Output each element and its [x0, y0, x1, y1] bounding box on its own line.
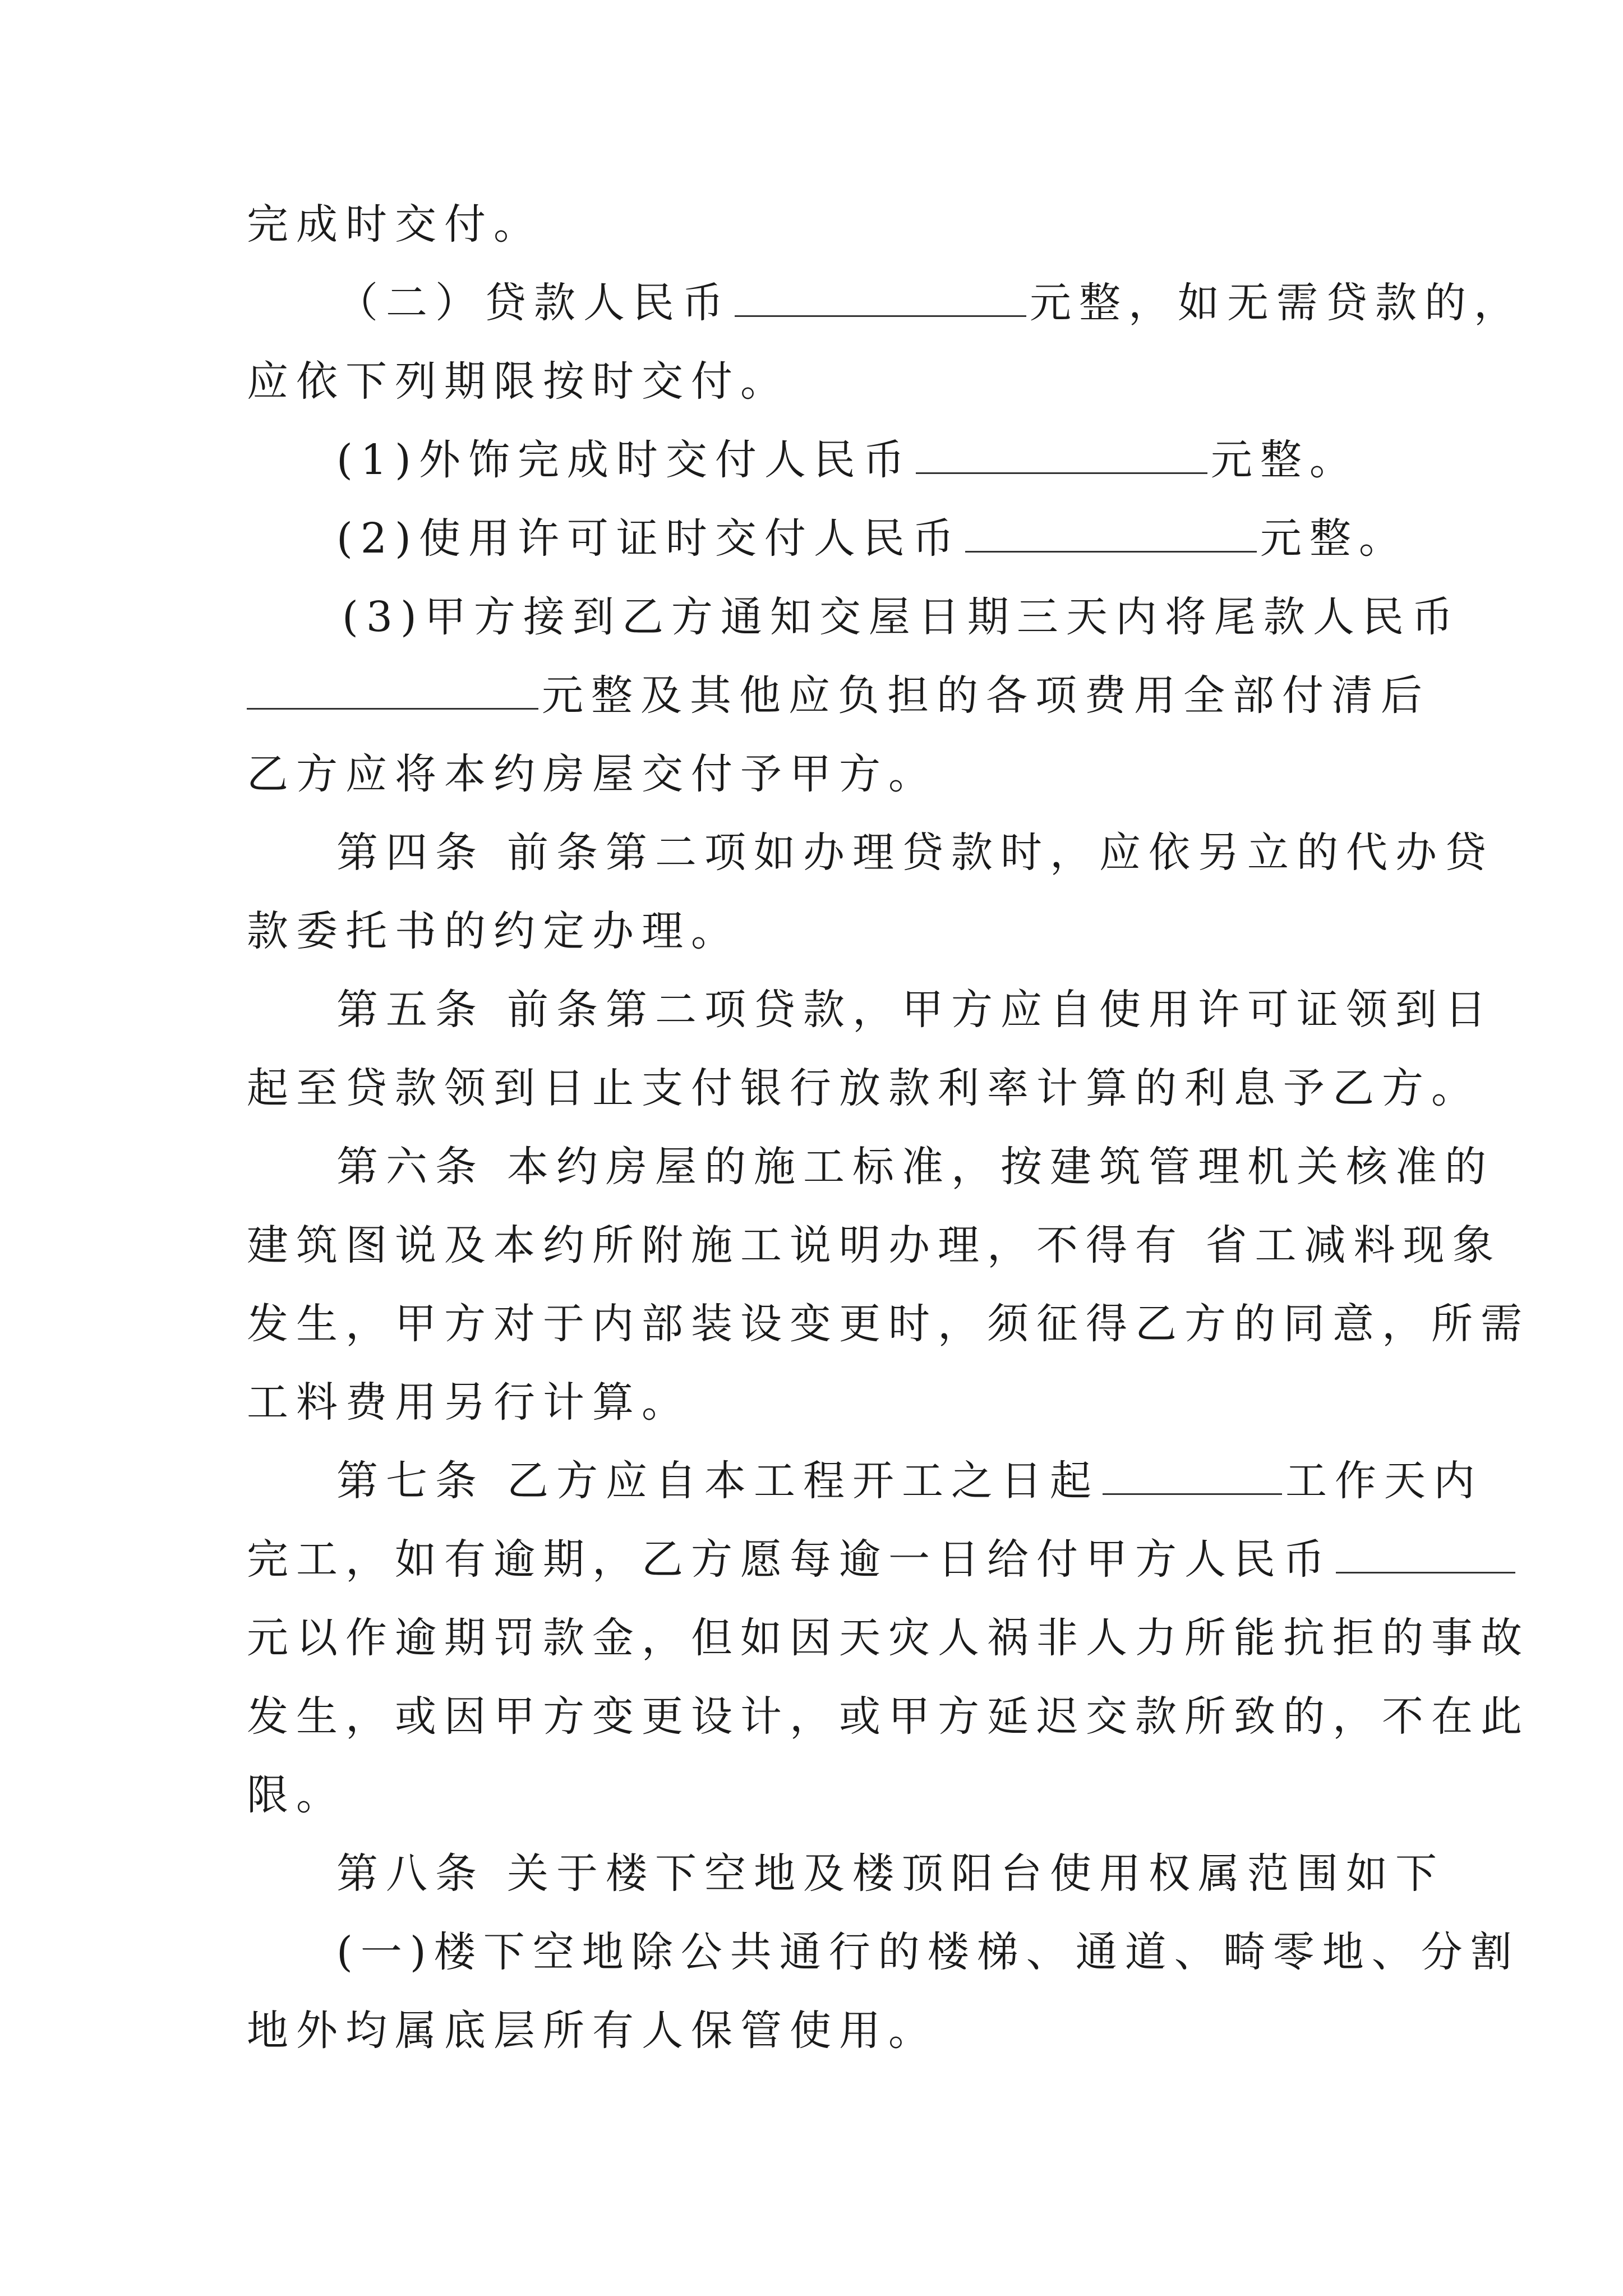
paragraph-text: 关于楼下空地及楼顶阳台使用权属范围如下	[507, 1849, 1445, 1898]
article-number: 第四条	[336, 829, 485, 877]
paragraph-text: 前条第二项如办理贷款时，应依另立的代办贷	[507, 829, 1494, 877]
paragraph-text: 起至贷款领到日止支付银行放款利率计算的利息予乙方。	[247, 1064, 1481, 1112]
article-number: 第六条	[336, 1143, 485, 1191]
paragraph-text: 建筑图说及本约所附施工说明办理，不得有 省工减料现象	[247, 1221, 1502, 1269]
paragraph-text: 乙方应自本工程开工之日起	[507, 1457, 1099, 1505]
paragraph-text: (2)使用许可证时交付人民币	[336, 514, 962, 563]
text-line	[247, 970, 1494, 1049]
text-line	[247, 342, 1374, 421]
text-line	[247, 813, 1494, 892]
text-line	[247, 892, 1374, 970]
article-number: 第八条	[336, 1849, 485, 1898]
fill-in-blank[interactable]	[735, 276, 1026, 317]
paragraph-text: 工料费用另行计算。	[247, 1378, 691, 1427]
paragraph-text: 元整。	[1210, 436, 1359, 484]
paragraph-text: 完成时交付。	[247, 200, 543, 249]
text-line	[247, 1285, 1530, 1363]
fill-in-blank[interactable]	[1336, 1533, 1515, 1573]
text-line	[247, 1442, 1483, 1520]
text-line	[247, 1128, 1494, 1206]
article-number: 第七条	[336, 1457, 485, 1505]
paragraph-text: 元以作逾期罚款金，但如因天灾人祸非人力所能抗拒的事故	[247, 1614, 1530, 1662]
document-body	[247, 185, 1530, 2070]
text-line	[247, 1834, 1445, 1913]
paragraph-text: 限。	[247, 1771, 345, 1819]
paragraph-text: (1)外饰完成时交付人民币	[336, 436, 912, 484]
paragraph-text: 发生，甲方对于内部装设变更时，须征得乙方的同意，所需	[247, 1300, 1530, 1348]
text-line	[247, 578, 1461, 656]
paragraph-text: (3)甲方接到乙方通知交屋日期三天内将尾款人民币	[342, 593, 1461, 641]
text-line	[247, 1599, 1530, 1677]
text-line	[247, 499, 1408, 578]
text-line	[247, 421, 1374, 499]
fill-in-blank[interactable]	[916, 433, 1207, 474]
text-line	[247, 185, 1374, 264]
paragraph-text: 元整。	[1260, 514, 1408, 563]
paragraph-text: （二）贷款人民币	[336, 279, 731, 327]
text-line	[247, 1049, 1481, 1128]
paragraph-text: 前条第二项贷款，甲方应自使用许可证领到日	[507, 986, 1494, 1034]
text-line	[247, 1756, 1374, 1834]
text-line	[247, 264, 1523, 342]
paragraph-text: 款委托书的约定办理。	[247, 907, 740, 955]
paragraph-text: 元整及其他应负担的各项费用全部付清后	[542, 671, 1430, 720]
paragraph-text: 应依下列期限按时交付。	[247, 357, 790, 406]
paragraph-text: 地外均属底层所有人保管使用。	[247, 2007, 938, 2055]
text-line	[247, 1206, 1502, 1285]
paragraph-text: (一)楼下空地除公共通行的楼梯、通道、畸零地、分割	[336, 1928, 1520, 1976]
fill-in-blank[interactable]	[1103, 1454, 1282, 1495]
article-number: 第五条	[336, 986, 485, 1034]
text-line	[247, 656, 1430, 735]
paragraph-text: 发生，或因甲方变更设计，或甲方延迟交款所致的，不在此	[247, 1692, 1530, 1741]
paragraph-text: 工作天内	[1285, 1457, 1483, 1505]
text-line	[247, 735, 1374, 813]
paragraph-text: 完工，如有逾期，乙方愿每逾一日给付甲方人民币	[247, 1535, 1332, 1584]
paragraph-text: 乙方应将本约房屋交付予甲方。	[247, 750, 938, 798]
text-line	[247, 1913, 1520, 1991]
paragraph-text: 本约房屋的施工标准，按建筑管理机关核准的	[507, 1143, 1494, 1191]
text-line	[247, 1991, 1374, 2070]
text-line	[247, 1677, 1530, 1756]
fill-in-blank[interactable]	[965, 512, 1257, 553]
text-line	[247, 1363, 1374, 1442]
text-line	[247, 1520, 1374, 1599]
paragraph-text: 元整，如无需贷款的，	[1030, 279, 1523, 327]
fill-in-blank[interactable]	[247, 669, 538, 710]
